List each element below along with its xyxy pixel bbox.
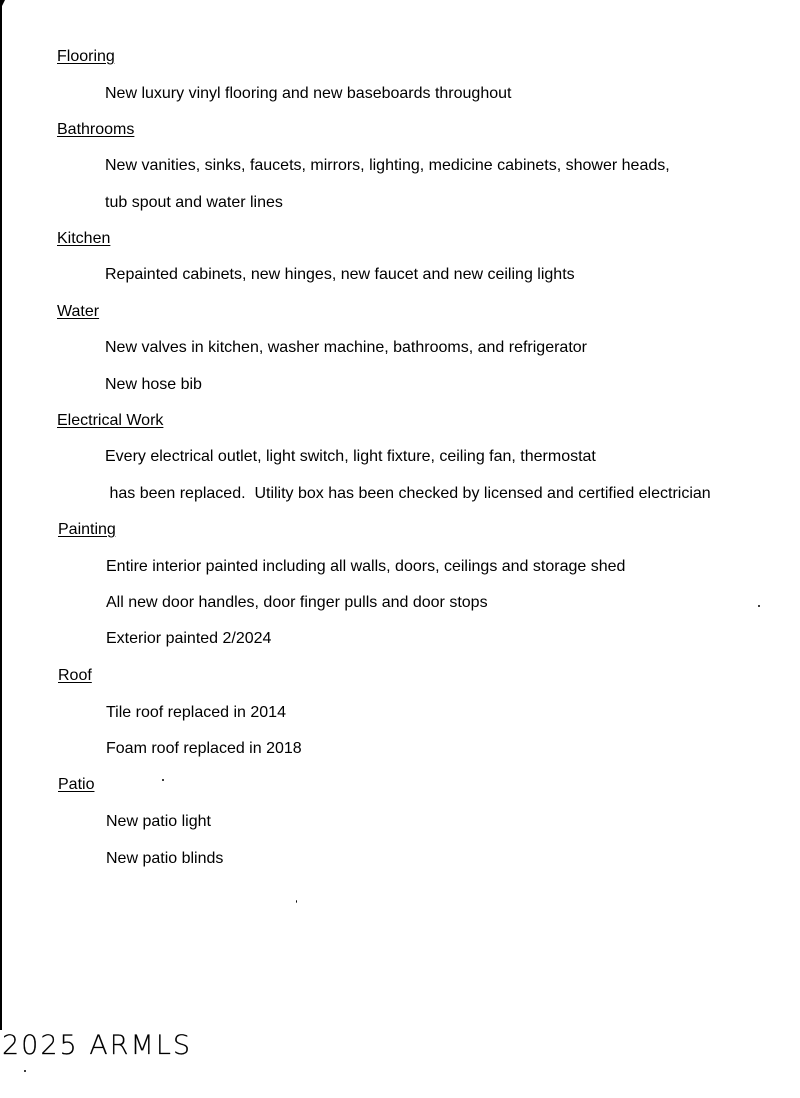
roof-line-2: Foam roof replaced in 2018 [106,740,302,757]
flooring-line-1: New luxury vinyl flooring and new baseboards throughout [105,85,512,102]
section-heading-flooring: Flooring [57,48,115,65]
water-line-1: New valves in kitchen, washer machine, bathrooms, and refrigerator [105,339,587,356]
roof-line-1: Tile roof replaced in 2014 [106,704,286,721]
painting-line-1: Entire interior painted including all walls, doors, ceilings and storage shed [106,558,626,575]
section-heading-water: Water [57,303,100,320]
scan-speck [758,605,760,607]
mls-watermark: 2025 ARMLS [2,1030,193,1061]
section-heading-painting: Painting [58,521,116,538]
patio-line-1: New patio light [106,813,211,830]
section-heading-kitchen: Kitchen [57,230,111,247]
section-heading-roof: Roof [58,667,92,684]
bathrooms-line-1: New vanities, sinks, faucets, mirrors, lighting, medicine cabinets, shower heads, [105,157,670,174]
section-heading-electrical-work: Electrical Work [57,412,164,429]
electrical-line-2: has been replaced. Utility box has been checked by licensed and certified electrician [105,485,711,502]
water-line-2: New hose bib [105,376,202,393]
kitchen-line-1: Repainted cabinets, new hinges, new faucet and new ceiling lights [105,266,575,283]
scan-speck [24,1070,26,1072]
painting-line-3: Exterior painted 2/2024 [106,630,272,647]
electrical-line-1: Every electrical outlet, light switch, light fixture, ceiling fan, thermostat [105,448,596,465]
scan-speck [296,900,297,903]
bathrooms-line-2: tub spout and water lines [105,194,283,211]
section-heading-patio: Patio [58,776,95,793]
patio-line-2: New patio blinds [106,850,224,867]
scan-edge [0,0,2,1030]
scan-speck [162,779,164,781]
section-heading-bathrooms: Bathrooms [57,121,135,138]
scan-corner-mark [0,0,5,10]
painting-line-2: All new door handles, door finger pulls and door stops [106,594,488,611]
